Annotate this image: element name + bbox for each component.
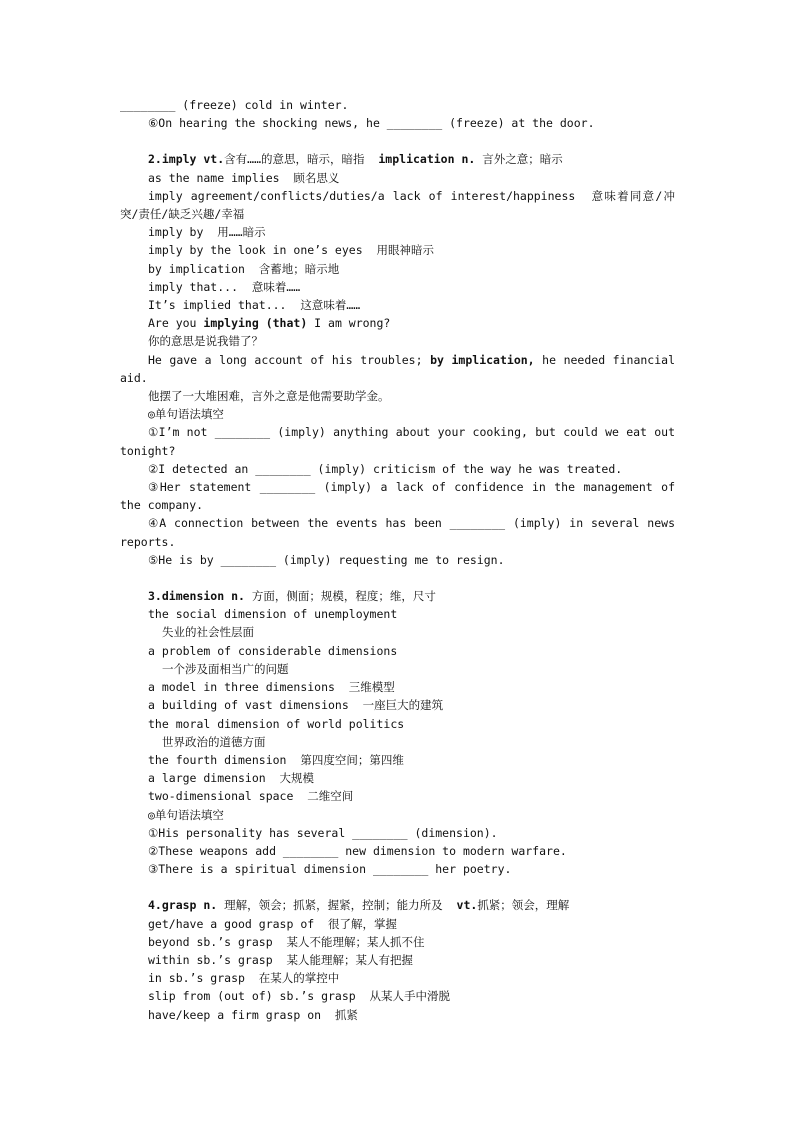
phrase-line: the fourth dimension 第四度空间；第四维 bbox=[148, 752, 404, 767]
phrase-line: a building of vast dimensions 一座巨大的建筑 bbox=[148, 698, 444, 713]
phrase-translation: 失业的社会性层面 bbox=[162, 625, 254, 640]
phrase-line: as the name implies 顾名思义 bbox=[148, 170, 340, 185]
headword: vt. bbox=[456, 898, 478, 913]
headword: 3.dimension n. bbox=[148, 589, 245, 604]
phrase-line: imply by the look in one’s eyes 用眼神暗示 bbox=[148, 243, 434, 258]
phrase-line: a problem of considerable dimensions bbox=[148, 643, 398, 658]
phrase-line: get/have a good grasp of 很了解，掌握 bbox=[148, 916, 398, 931]
section-dimension bbox=[120, 587, 675, 878]
section-heading bbox=[120, 896, 675, 914]
headword: 2.imply vt. bbox=[148, 152, 225, 167]
phrase-line: imply by 用……暗示 bbox=[148, 225, 266, 240]
phrase-translation: 世界政治的道德方面 bbox=[162, 734, 266, 749]
exercise-item: ②These weapons add ________ new dimension to modern warfare. bbox=[148, 843, 567, 858]
example-line: He gave a long account of his troubles; by implication, he needed financial aid. bbox=[120, 352, 682, 385]
phrase-line: a model in three dimensions 三维模型 bbox=[148, 680, 395, 695]
definition: 言外之意；暗示 bbox=[475, 152, 563, 167]
phrase-line: slip from (out of) sb.’s grasp 从某人手中滑脱 bbox=[148, 989, 451, 1004]
phrase-translation: 一个涉及面相当广的问题 bbox=[162, 661, 289, 676]
phrase-line: two-dimensional space 二维空间 bbox=[148, 789, 354, 804]
intro-line: ________ (freeze) cold in winter. bbox=[120, 98, 349, 112]
phrase-line: a large dimension 大规模 bbox=[148, 771, 315, 786]
exercise-item: ③There is a spiritual dimension ________ her poetry. bbox=[148, 862, 512, 877]
phrase-line: It’s implied that... 这意味着…… bbox=[148, 298, 361, 313]
definition: 理解，领会；抓紧，握紧，控制；能力所及 bbox=[217, 898, 457, 913]
exercise-item: ①His personality has several ________ (dimension). bbox=[148, 825, 498, 840]
phrase-line: imply that... 意味着…… bbox=[148, 279, 301, 294]
exercise-title: ◎单句语法填空 bbox=[148, 407, 224, 422]
section-grasp bbox=[120, 896, 675, 1023]
headword: implication n. bbox=[378, 152, 476, 167]
definition: 方面，侧面；规模，程度；维，尺寸 bbox=[244, 589, 436, 604]
exercise-item: ⑤He is by ________ (imply) requesting me to resign. bbox=[148, 552, 505, 567]
exercise-item: ②I detected an ________ (imply) criticism of the way he was treated. bbox=[148, 461, 623, 476]
phrase-line: have/keep a firm grasp on 抓紧 bbox=[148, 1007, 358, 1022]
headword: 4.grasp n. bbox=[148, 898, 218, 913]
phrase-line: the social dimension of unemployment bbox=[148, 607, 398, 622]
section-heading bbox=[120, 587, 675, 605]
phrase-line: by implication 含蓄地；暗示地 bbox=[148, 261, 340, 276]
exercise-item: ①I’m not ________ (imply) anything about your cooking, but could we eat out tonight? bbox=[120, 425, 682, 458]
phrase-line: the moral dimension of world politics bbox=[148, 716, 405, 731]
example-line: Are you implying (that) I am wrong? bbox=[148, 316, 391, 331]
section-heading bbox=[120, 150, 675, 168]
exercise-title: ◎单句语法填空 bbox=[148, 807, 224, 822]
definition: 含有……的意思，暗示，暗指 bbox=[224, 152, 379, 167]
exercise-item: ③Her statement ________ (imply) a lack of confidence in the management of the company. bbox=[120, 480, 682, 513]
phrase-line: imply agreement/conflicts/duties/a lack of interest/happiness 意味着同意/冲突/责任/缺乏兴趣/幸福 bbox=[120, 188, 675, 222]
page-content bbox=[120, 96, 682, 1024]
example-translation: 你的意思是说我错了？ bbox=[148, 334, 263, 349]
phrase-line: in sb.’s grasp 在某人的掌控中 bbox=[148, 971, 340, 986]
definition: 抓紧；领会，理解 bbox=[477, 898, 570, 913]
phrase-line: beyond sb.’s grasp 某人不能理解；某人抓不住 bbox=[148, 934, 425, 949]
intro-line: ⑥On hearing the shocking news, he ________ (freeze) at the door. bbox=[148, 116, 595, 131]
phrase-line: within sb.’s grasp 某人能理解；某人有把握 bbox=[148, 952, 413, 967]
example-translation: 他摆了一大堆困难，言外之意是他需要助学金。 bbox=[148, 389, 390, 404]
section-imply bbox=[120, 150, 682, 569]
exercise-item: ④A connection between the events has been ________ (imply) in several news reports. bbox=[120, 516, 682, 549]
